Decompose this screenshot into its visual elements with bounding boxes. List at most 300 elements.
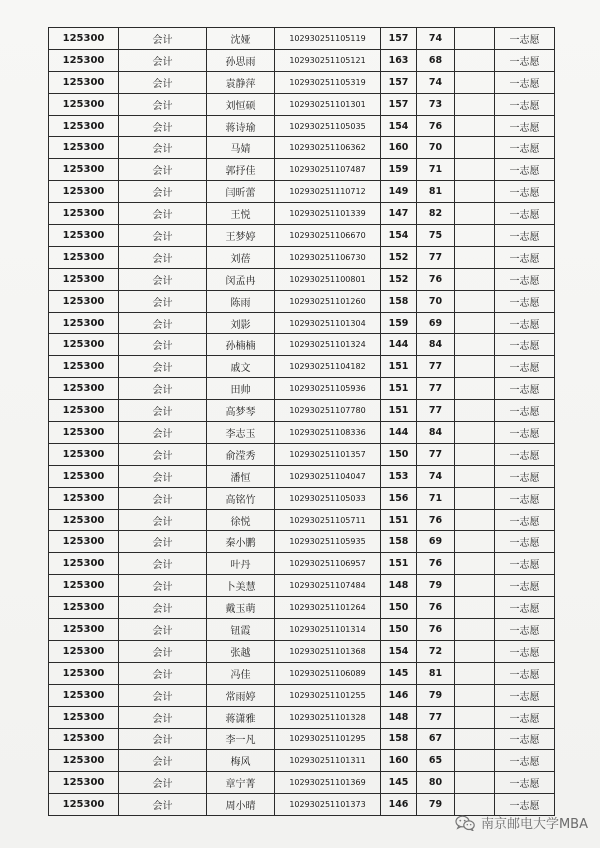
table-row (49, 575, 555, 597)
candidate-name-cell: 袁静萍 (207, 71, 275, 93)
retest-score-cell: 77 (417, 246, 455, 268)
candidate-name-cell: 王悦 (207, 203, 275, 225)
major-cell: 会计 (119, 246, 207, 268)
candidate-name-cell: 田帅 (207, 378, 275, 400)
program-code-cell: 125300 (49, 706, 119, 728)
empty-cell (455, 509, 495, 531)
program-code-cell: 125300 (49, 772, 119, 794)
major-cell: 会计 (119, 422, 207, 444)
candidate-name-cell: 刘蓓 (207, 246, 275, 268)
candidate-name-cell: 刘影 (207, 312, 275, 334)
empty-cell (455, 400, 495, 422)
retest-score-cell: 77 (417, 378, 455, 400)
initial-score-cell: 158 (381, 531, 417, 553)
major-cell: 会计 (119, 71, 207, 93)
program-code-cell: 125300 (49, 794, 119, 816)
candidate-name-cell: 卜美慧 (207, 575, 275, 597)
candidate-id-cell: 102930251106670 (275, 225, 381, 247)
program-code-cell: 125300 (49, 268, 119, 290)
candidate-name-cell: 李志玉 (207, 422, 275, 444)
initial-score-cell: 151 (381, 400, 417, 422)
candidate-id-cell: 102930251106089 (275, 662, 381, 684)
volunteer-note-cell: 一志愿 (495, 422, 555, 444)
empty-cell (455, 203, 495, 225)
candidate-id-cell: 102930251101264 (275, 597, 381, 619)
candidate-id-cell: 102930251101369 (275, 772, 381, 794)
table-row (49, 115, 555, 137)
volunteer-note-cell: 一志愿 (495, 597, 555, 619)
candidate-id-cell: 102930251101260 (275, 290, 381, 312)
empty-cell (455, 531, 495, 553)
volunteer-note-cell: 一志愿 (495, 619, 555, 641)
empty-cell (455, 750, 495, 772)
retest-score-cell: 77 (417, 443, 455, 465)
initial-score-cell: 148 (381, 575, 417, 597)
candidate-name-cell: 蒋诗瑜 (207, 115, 275, 137)
volunteer-note-cell: 一志愿 (495, 378, 555, 400)
empty-cell (455, 684, 495, 706)
major-cell: 会计 (119, 159, 207, 181)
volunteer-note-cell: 一志愿 (495, 268, 555, 290)
major-cell: 会计 (119, 400, 207, 422)
table-row (49, 137, 555, 159)
candidate-id-cell: 102930251105119 (275, 28, 381, 50)
candidate-name-cell: 潘恒 (207, 465, 275, 487)
candidate-id-cell: 102930251105711 (275, 509, 381, 531)
candidate-name-cell: 郭抒佳 (207, 159, 275, 181)
volunteer-note-cell: 一志愿 (495, 312, 555, 334)
initial-score-cell: 160 (381, 137, 417, 159)
empty-cell (455, 575, 495, 597)
program-code-cell: 125300 (49, 159, 119, 181)
major-cell: 会计 (119, 531, 207, 553)
volunteer-note-cell: 一志愿 (495, 137, 555, 159)
major-cell: 会计 (119, 619, 207, 641)
program-code-cell: 125300 (49, 575, 119, 597)
candidate-id-cell: 102930251101295 (275, 728, 381, 750)
program-code-cell: 125300 (49, 49, 119, 71)
candidate-name-cell: 梅风 (207, 750, 275, 772)
table-row (49, 334, 555, 356)
empty-cell (455, 181, 495, 203)
retest-score-cell: 71 (417, 487, 455, 509)
table-row (49, 531, 555, 553)
volunteer-note-cell: 一志愿 (495, 662, 555, 684)
retest-score-cell: 77 (417, 400, 455, 422)
empty-cell (455, 246, 495, 268)
major-cell: 会计 (119, 312, 207, 334)
volunteer-note-cell: 一志愿 (495, 772, 555, 794)
candidate-name-cell: 俞滢秀 (207, 443, 275, 465)
candidate-name-cell: 章宁菁 (207, 772, 275, 794)
volunteer-note-cell: 一志愿 (495, 531, 555, 553)
major-cell: 会计 (119, 137, 207, 159)
empty-cell (455, 159, 495, 181)
candidate-id-cell: 102930251101328 (275, 706, 381, 728)
table-row (49, 443, 555, 465)
empty-cell (455, 225, 495, 247)
candidate-id-cell: 102930251104182 (275, 356, 381, 378)
table-row (49, 465, 555, 487)
program-code-cell: 125300 (49, 71, 119, 93)
candidate-name-cell: 沈娅 (207, 28, 275, 50)
empty-cell (455, 487, 495, 509)
candidate-name-cell: 刘恒硕 (207, 93, 275, 115)
major-cell: 会计 (119, 684, 207, 706)
empty-cell (455, 137, 495, 159)
program-code-cell: 125300 (49, 203, 119, 225)
initial-score-cell: 152 (381, 268, 417, 290)
table-row (49, 728, 555, 750)
candidate-id-cell: 102930251108336 (275, 422, 381, 444)
major-cell: 会计 (119, 487, 207, 509)
empty-cell (455, 115, 495, 137)
watermark (455, 813, 588, 832)
empty-cell (455, 378, 495, 400)
initial-score-cell: 158 (381, 728, 417, 750)
retest-score-cell: 69 (417, 312, 455, 334)
empty-cell (455, 728, 495, 750)
table-row (49, 487, 555, 509)
table-row (49, 400, 555, 422)
retest-score-cell: 76 (417, 268, 455, 290)
initial-score-cell: 159 (381, 312, 417, 334)
table-row (49, 684, 555, 706)
program-code-cell: 125300 (49, 246, 119, 268)
candidate-name-cell: 高梦琴 (207, 400, 275, 422)
volunteer-note-cell: 一志愿 (495, 115, 555, 137)
major-cell: 会计 (119, 268, 207, 290)
volunteer-note-cell: 一志愿 (495, 750, 555, 772)
retest-score-cell: 79 (417, 575, 455, 597)
program-code-cell: 125300 (49, 422, 119, 444)
candidate-name-cell: 马婧 (207, 137, 275, 159)
initial-score-cell: 146 (381, 684, 417, 706)
candidate-name-cell: 蒋潇雅 (207, 706, 275, 728)
initial-score-cell: 152 (381, 246, 417, 268)
retest-score-cell: 84 (417, 334, 455, 356)
initial-score-cell: 157 (381, 71, 417, 93)
empty-cell (455, 71, 495, 93)
initial-score-cell: 147 (381, 203, 417, 225)
candidate-name-cell: 闵孟冉 (207, 268, 275, 290)
program-code-cell: 125300 (49, 378, 119, 400)
table-row (49, 422, 555, 444)
candidate-id-cell: 102930251107487 (275, 159, 381, 181)
empty-cell (455, 772, 495, 794)
volunteer-note-cell: 一志愿 (495, 181, 555, 203)
major-cell: 会计 (119, 465, 207, 487)
empty-cell (455, 640, 495, 662)
retest-score-cell: 69 (417, 531, 455, 553)
major-cell: 会计 (119, 334, 207, 356)
volunteer-note-cell: 一志愿 (495, 553, 555, 575)
table-row (49, 225, 555, 247)
major-cell: 会计 (119, 640, 207, 662)
retest-score-cell: 76 (417, 509, 455, 531)
volunteer-note-cell: 一志愿 (495, 465, 555, 487)
volunteer-note-cell: 一志愿 (495, 640, 555, 662)
candidate-name-cell: 李一凡 (207, 728, 275, 750)
program-code-cell: 125300 (49, 28, 119, 50)
major-cell: 会计 (119, 356, 207, 378)
volunteer-note-cell: 一志愿 (495, 356, 555, 378)
empty-cell (455, 553, 495, 575)
major-cell: 会计 (119, 706, 207, 728)
program-code-cell: 125300 (49, 225, 119, 247)
candidate-name-cell: 张越 (207, 640, 275, 662)
empty-cell (455, 597, 495, 619)
initial-score-cell: 150 (381, 597, 417, 619)
candidate-name-cell: 孙思雨 (207, 49, 275, 71)
candidate-id-cell: 102930251101373 (275, 794, 381, 816)
initial-score-cell: 157 (381, 93, 417, 115)
empty-cell (455, 619, 495, 641)
volunteer-note-cell: 一志愿 (495, 290, 555, 312)
candidate-id-cell: 102930251101357 (275, 443, 381, 465)
candidate-id-cell: 102930251101255 (275, 684, 381, 706)
candidate-id-cell: 102930251101324 (275, 334, 381, 356)
candidate-id-cell: 102930251101314 (275, 619, 381, 641)
initial-score-cell: 154 (381, 225, 417, 247)
table-row (49, 49, 555, 71)
major-cell: 会计 (119, 443, 207, 465)
retest-score-cell: 76 (417, 619, 455, 641)
retest-score-cell: 77 (417, 356, 455, 378)
program-code-cell: 125300 (49, 487, 119, 509)
program-code-cell: 125300 (49, 93, 119, 115)
retest-score-cell: 79 (417, 794, 455, 816)
candidate-id-cell: 102930251101339 (275, 203, 381, 225)
table-row (49, 378, 555, 400)
retest-score-cell: 73 (417, 93, 455, 115)
program-code-cell: 125300 (49, 750, 119, 772)
program-code-cell: 125300 (49, 115, 119, 137)
program-code-cell: 125300 (49, 662, 119, 684)
initial-score-cell: 151 (381, 356, 417, 378)
program-code-cell: 125300 (49, 509, 119, 531)
major-cell: 会计 (119, 115, 207, 137)
table-row (49, 509, 555, 531)
retest-score-cell: 74 (417, 465, 455, 487)
empty-cell (455, 268, 495, 290)
program-code-cell: 125300 (49, 684, 119, 706)
initial-score-cell: 145 (381, 772, 417, 794)
candidate-name-cell: 钮霞 (207, 619, 275, 641)
candidate-id-cell: 102930251106362 (275, 137, 381, 159)
candidate-name-cell: 高铭竹 (207, 487, 275, 509)
volunteer-note-cell: 一志愿 (495, 575, 555, 597)
retest-score-cell: 84 (417, 422, 455, 444)
empty-cell (455, 422, 495, 444)
major-cell: 会计 (119, 509, 207, 531)
initial-score-cell: 154 (381, 640, 417, 662)
retest-score-cell: 76 (417, 597, 455, 619)
candidate-name-cell: 叶丹 (207, 553, 275, 575)
candidate-name-cell: 周小晴 (207, 794, 275, 816)
retest-score-cell: 70 (417, 137, 455, 159)
wechat-icon (455, 815, 475, 831)
volunteer-note-cell: 一志愿 (495, 487, 555, 509)
retest-score-cell: 81 (417, 662, 455, 684)
candidate-id-cell: 102930251106730 (275, 246, 381, 268)
initial-score-cell: 154 (381, 115, 417, 137)
candidate-id-cell: 102930251105935 (275, 531, 381, 553)
major-cell: 会计 (119, 553, 207, 575)
table-row (49, 597, 555, 619)
volunteer-note-cell: 一志愿 (495, 93, 555, 115)
retest-score-cell: 74 (417, 71, 455, 93)
initial-score-cell: 150 (381, 443, 417, 465)
retest-score-cell: 76 (417, 553, 455, 575)
initial-score-cell: 151 (381, 509, 417, 531)
volunteer-note-cell: 一志愿 (495, 443, 555, 465)
program-code-cell: 125300 (49, 597, 119, 619)
program-code-cell: 125300 (49, 334, 119, 356)
candidate-name-cell: 秦小鹏 (207, 531, 275, 553)
retest-score-cell: 74 (417, 28, 455, 50)
program-code-cell: 125300 (49, 553, 119, 575)
candidate-name-cell: 孙楠楠 (207, 334, 275, 356)
table-row (49, 312, 555, 334)
candidate-name-cell: 闫昕蕾 (207, 181, 275, 203)
initial-score-cell: 158 (381, 290, 417, 312)
table-row (49, 246, 555, 268)
major-cell: 会计 (119, 597, 207, 619)
empty-cell (455, 706, 495, 728)
initial-score-cell: 145 (381, 662, 417, 684)
major-cell: 会计 (119, 662, 207, 684)
initial-score-cell: 157 (381, 28, 417, 50)
table-row (49, 750, 555, 772)
major-cell: 会计 (119, 378, 207, 400)
initial-score-cell: 151 (381, 553, 417, 575)
initial-score-cell: 156 (381, 487, 417, 509)
volunteer-note-cell: 一志愿 (495, 728, 555, 750)
major-cell: 会计 (119, 49, 207, 71)
table-body (49, 28, 555, 816)
candidate-id-cell: 102930251101304 (275, 312, 381, 334)
initial-score-cell: 163 (381, 49, 417, 71)
initial-score-cell: 150 (381, 619, 417, 641)
table-row (49, 93, 555, 115)
major-cell: 会计 (119, 225, 207, 247)
candidate-id-cell: 102930251105319 (275, 71, 381, 93)
initial-score-cell: 149 (381, 181, 417, 203)
major-cell: 会计 (119, 750, 207, 772)
table-row (49, 356, 555, 378)
candidate-id-cell: 102930251106957 (275, 553, 381, 575)
program-code-cell: 125300 (49, 356, 119, 378)
major-cell: 会计 (119, 772, 207, 794)
program-code-cell: 125300 (49, 465, 119, 487)
candidate-id-cell: 102930251105121 (275, 49, 381, 71)
empty-cell (455, 93, 495, 115)
table-row (49, 619, 555, 641)
retest-score-cell: 65 (417, 750, 455, 772)
candidate-id-cell: 102930251101311 (275, 750, 381, 772)
retest-score-cell: 77 (417, 706, 455, 728)
initial-score-cell: 144 (381, 334, 417, 356)
retest-score-cell: 81 (417, 181, 455, 203)
program-code-cell: 125300 (49, 181, 119, 203)
table-row (49, 28, 555, 50)
volunteer-note-cell: 一志愿 (495, 400, 555, 422)
empty-cell (455, 334, 495, 356)
initial-score-cell: 153 (381, 465, 417, 487)
candidate-id-cell: 102930251100801 (275, 268, 381, 290)
retest-score-cell: 68 (417, 49, 455, 71)
volunteer-note-cell: 一志愿 (495, 794, 555, 816)
table-row (49, 71, 555, 93)
program-code-cell: 125300 (49, 531, 119, 553)
retest-score-cell: 72 (417, 640, 455, 662)
volunteer-note-cell: 一志愿 (495, 71, 555, 93)
program-code-cell: 125300 (49, 728, 119, 750)
candidate-id-cell: 102930251101368 (275, 640, 381, 662)
retest-score-cell: 70 (417, 290, 455, 312)
admission-score-table (48, 27, 555, 816)
retest-score-cell: 67 (417, 728, 455, 750)
empty-cell (455, 356, 495, 378)
candidate-name-cell: 戴玉萌 (207, 597, 275, 619)
program-code-cell: 125300 (49, 312, 119, 334)
empty-cell (455, 443, 495, 465)
volunteer-note-cell: 一志愿 (495, 28, 555, 50)
initial-score-cell: 160 (381, 750, 417, 772)
candidate-id-cell: 102930251101301 (275, 93, 381, 115)
program-code-cell: 125300 (49, 443, 119, 465)
initial-score-cell: 144 (381, 422, 417, 444)
table-row (49, 159, 555, 181)
candidate-id-cell: 102930251107780 (275, 400, 381, 422)
retest-score-cell: 76 (417, 115, 455, 137)
major-cell: 会计 (119, 290, 207, 312)
empty-cell (455, 28, 495, 50)
watermark-text: 南京邮电大学MBA (480, 817, 588, 832)
candidate-name-cell: 常雨婷 (207, 684, 275, 706)
program-code-cell: 125300 (49, 400, 119, 422)
candidate-id-cell: 102930251105035 (275, 115, 381, 137)
table-row (49, 706, 555, 728)
candidate-name-cell: 戚文 (207, 356, 275, 378)
table-row (49, 181, 555, 203)
volunteer-note-cell: 一志愿 (495, 159, 555, 181)
candidate-name-cell: 王梦婷 (207, 225, 275, 247)
program-code-cell: 125300 (49, 640, 119, 662)
candidate-name-cell: 徐悦 (207, 509, 275, 531)
candidate-id-cell: 102930251105936 (275, 378, 381, 400)
candidate-id-cell: 102930251105033 (275, 487, 381, 509)
major-cell: 会计 (119, 794, 207, 816)
candidate-name-cell: 冯佳 (207, 662, 275, 684)
program-code-cell: 125300 (49, 619, 119, 641)
initial-score-cell: 148 (381, 706, 417, 728)
empty-cell (455, 662, 495, 684)
retest-score-cell: 71 (417, 159, 455, 181)
volunteer-note-cell: 一志愿 (495, 706, 555, 728)
table-row (49, 553, 555, 575)
volunteer-note-cell: 一志愿 (495, 334, 555, 356)
candidate-name-cell: 陈雨 (207, 290, 275, 312)
major-cell: 会计 (119, 728, 207, 750)
major-cell: 会计 (119, 181, 207, 203)
program-code-cell: 125300 (49, 137, 119, 159)
volunteer-note-cell: 一志愿 (495, 684, 555, 706)
major-cell: 会计 (119, 203, 207, 225)
table-row (49, 203, 555, 225)
volunteer-note-cell: 一志愿 (495, 225, 555, 247)
